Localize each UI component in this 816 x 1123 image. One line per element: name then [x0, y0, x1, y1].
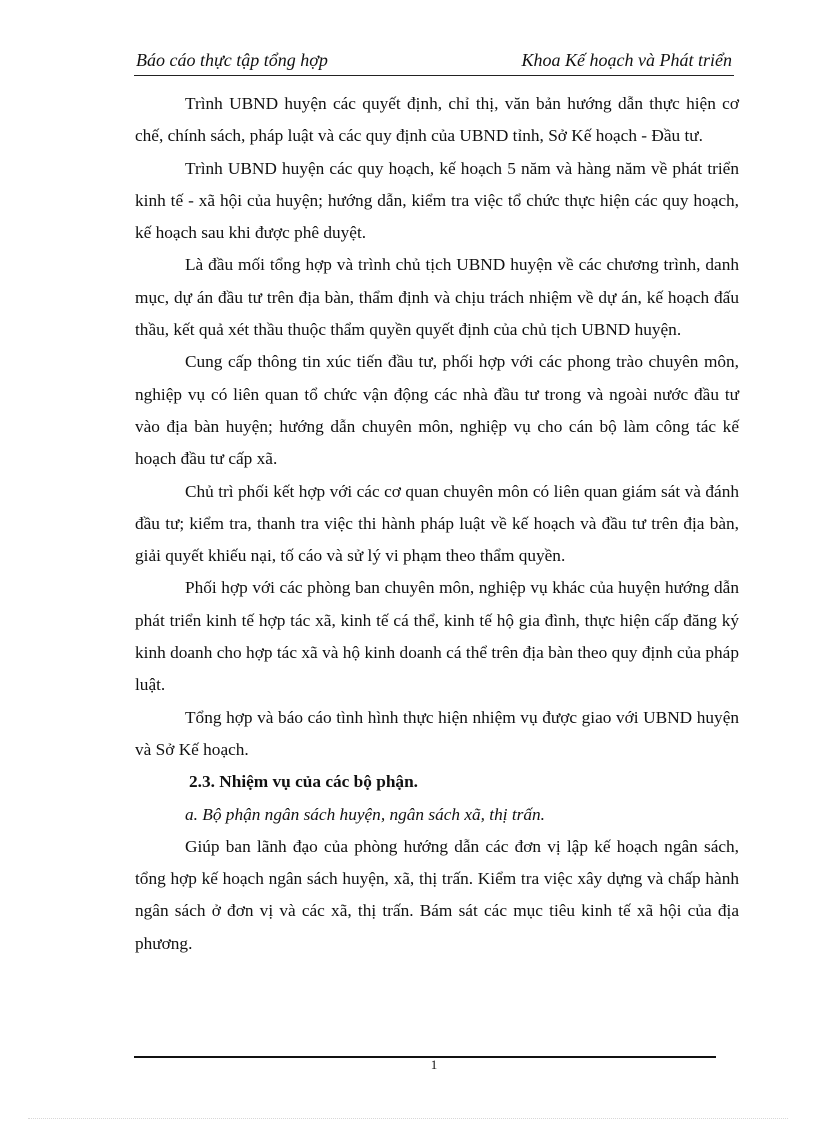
body-paragraph: Trình UBND huyện các quy hoạch, kế hoạch 5 năm và hàng năm về phát triển kinh tế - xã hội của huyện; hướng dẫn, kiểm tra việc tổ chức thực hiện các quy hoạch, kế hoạch sau khi được phê duyệt.	[135, 158, 739, 243]
header-divider	[134, 75, 734, 76]
header-report-title: Báo cáo thực tập tổng hợp	[136, 50, 328, 70]
page-header	[134, 48, 734, 72]
body-paragraph: Chủ trì phối kết hợp với các cơ quan chuyên môn có liên quan giám sát và đánh đầu tư; kiểm tra, thanh tra việc thi hành pháp luật về kế hoạch và đầu tư trên địa bàn, giải quyết khiếu nại, tố cáo và sử lý vi phạm theo thẩm quyền.	[135, 481, 739, 566]
body-paragraph: Là đầu mối tổng hợp và trình chủ tịch UBND huyện về các chương trình, danh mục, dự án đầu tư trên địa bàn, thẩm định và chịu trách nhiệm về dự án, kế hoạch đấu thầu, kết quả xét thầu thuộc thẩm quyền quyết định của chủ tịch UBND huyện.	[135, 255, 739, 340]
page-bottom-border	[28, 1118, 788, 1119]
page-number: 1	[430, 1057, 438, 1072]
body-paragraph: Tổng hợp và báo cáo tình hình thực hiện nhiệm vụ được giao với UBND huyện và Sở Kế hoạch.	[135, 707, 739, 759]
document-body	[135, 88, 739, 960]
body-paragraph: Giúp ban lãnh đạo của phòng hướng dẫn các đơn vị lập kế hoạch ngân sách, tổng hợp kế hoạch ngân sách huyện, xã, thị trấn. Kiểm tra việc xây dựng và chấp hành ngân sách ở đơn vị và các xã, thị trấn. Bám sát các mục tiêu kinh tế xã hội của địa phương.	[135, 836, 739, 953]
body-paragraph: Trình UBND huyện các quyết định, chỉ thị, văn bản hướng dẫn thực hiện cơ chế, chính sách, pháp luật và các quy định của UBND tỉnh, Sở Kế hoạch - Đầu tư.	[135, 94, 739, 146]
header-faculty-name: Khoa Kế hoạch và Phát triển	[521, 50, 732, 70]
body-paragraph: Phối hợp với các phòng ban chuyên môn, nghiệp vụ khác của huyện hướng dẫn phát triển kinh tế hợp tác xã, kinh tế cá thể, kinh tế hộ gia đình, thực hiện cấp đăng ký kinh doanh cho hợp tác xã và hộ kinh doanh cá thể trên địa bàn theo quy định của pháp luật.	[135, 578, 739, 695]
body-paragraph: Cung cấp thông tin xúc tiến đầu tư, phối hợp với các phong trào chuyên môn, nghiệp vụ có liên quan tổ chức vận động các nhà đầu tư trong và ngoài nước đầu tư vào địa bàn huyện; hướng dẫn chuyên môn, nghiệp vụ cho cán bộ làm công tác kế hoạch đầu tư cấp xã.	[135, 352, 739, 469]
subsection-heading: a. Bộ phận ngân sách huyện, ngân sách xã, thị trấn.	[185, 804, 545, 824]
section-heading: 2.3. Nhiệm vụ của các bộ phận.	[189, 772, 419, 792]
